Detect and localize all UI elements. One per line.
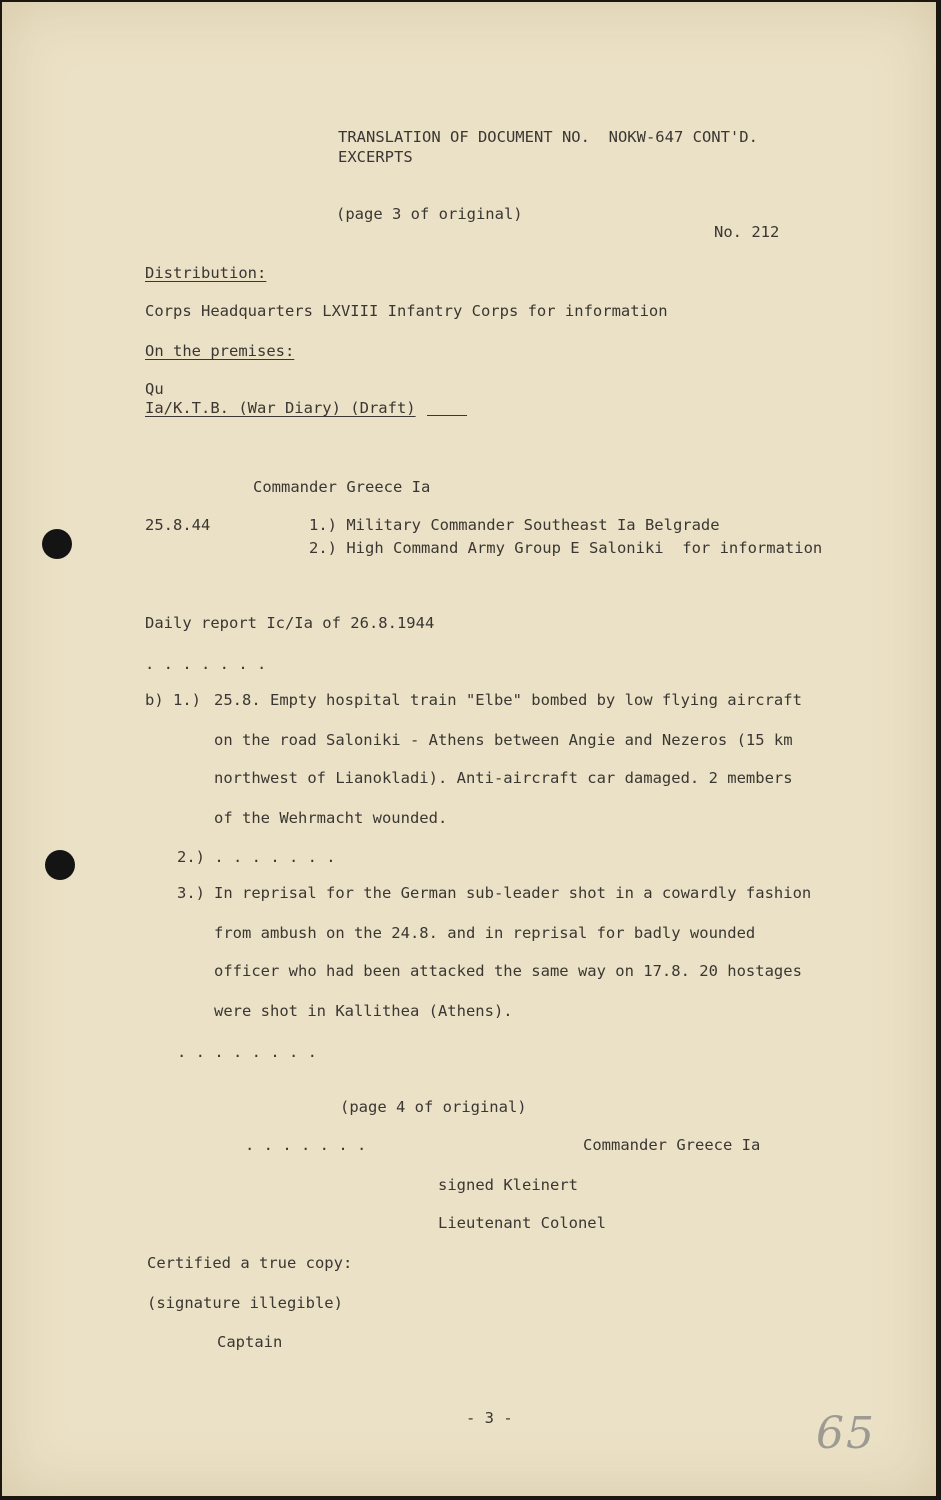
item-b-line: on the road Saloniki - Athens between Angie and Nezeros (15 km xyxy=(214,731,793,749)
recipient-2: 2.) High Command Army Group E Saloniki for information xyxy=(309,539,823,557)
punch-hole xyxy=(45,850,75,880)
certification-rank: Captain xyxy=(217,1333,283,1351)
recipient-1: 1.) Military Commander Southeast Ia Belgrade xyxy=(309,516,720,534)
item-3-line: from ambush on the 24.8. and in reprisal for badly wounded xyxy=(214,924,756,942)
war-diary-line: Ia/K.T.B. (War Diary) (Draft) xyxy=(145,399,416,417)
page-reference-original-3: (page 3 of original) xyxy=(336,205,523,223)
page-reference-original-4: (page 4 of original) xyxy=(340,1098,527,1116)
report-title: Daily report Ic/Ia of 26.8.1944 xyxy=(145,614,435,632)
ellipsis: . . . . . . . . xyxy=(177,1043,317,1061)
document-title: TRANSLATION OF DOCUMENT NO. NOKW-647 CONT'D. xyxy=(338,128,758,146)
handwritten-page-number: 65 xyxy=(816,1408,876,1459)
item-b-line: northwest of Lianokladi). Anti-aircraft car damaged. 2 members xyxy=(214,769,793,787)
commander-header: Commander Greece Ia xyxy=(253,478,431,496)
item-b-label: b) 1.) xyxy=(145,691,201,709)
qu-label: Qu xyxy=(145,380,164,398)
punch-hole xyxy=(42,529,72,559)
distribution-heading: Distribution: xyxy=(145,264,267,282)
item-3-label: 3.) xyxy=(177,884,205,902)
item-3-line: In reprisal for the German sub-leader shot in a cowardly fashion xyxy=(214,884,812,902)
signature-name: signed Kleinert xyxy=(438,1176,578,1194)
message-date: 25.8.44 xyxy=(145,516,211,534)
ellipsis: . . . . . . . xyxy=(245,1136,367,1154)
underline-extension xyxy=(427,415,467,416)
certification-line: Certified a true copy: xyxy=(147,1254,353,1272)
document-page xyxy=(2,2,936,1496)
certification-signature: (signature illegible) xyxy=(147,1294,343,1312)
signature-rank: Lieutenant Colonel xyxy=(438,1214,606,1232)
page-number: - 3 - xyxy=(466,1409,513,1427)
document-number: No. 212 xyxy=(714,223,780,241)
item-b-line: 25.8. Empty hospital train "Elbe" bombed by low flying aircraft xyxy=(214,691,802,709)
signature-commander: Commander Greece Ia xyxy=(583,1136,761,1154)
distribution-line: Corps Headquarters LXVIII Infantry Corps for information xyxy=(145,302,668,320)
ellipsis: . . . . . . . xyxy=(145,655,267,673)
item-3-line: officer who had been attacked the same way on 17.8. 20 hostages xyxy=(214,962,802,980)
item-2: 2.) . . . . . . . xyxy=(177,848,336,866)
premises-heading: On the premises: xyxy=(145,342,295,360)
item-3-line: were shot in Kallithea (Athens). xyxy=(214,1002,513,1020)
item-b-line: of the Wehrmacht wounded. xyxy=(214,809,448,827)
excerpts-label: EXCERPTS xyxy=(338,148,413,166)
